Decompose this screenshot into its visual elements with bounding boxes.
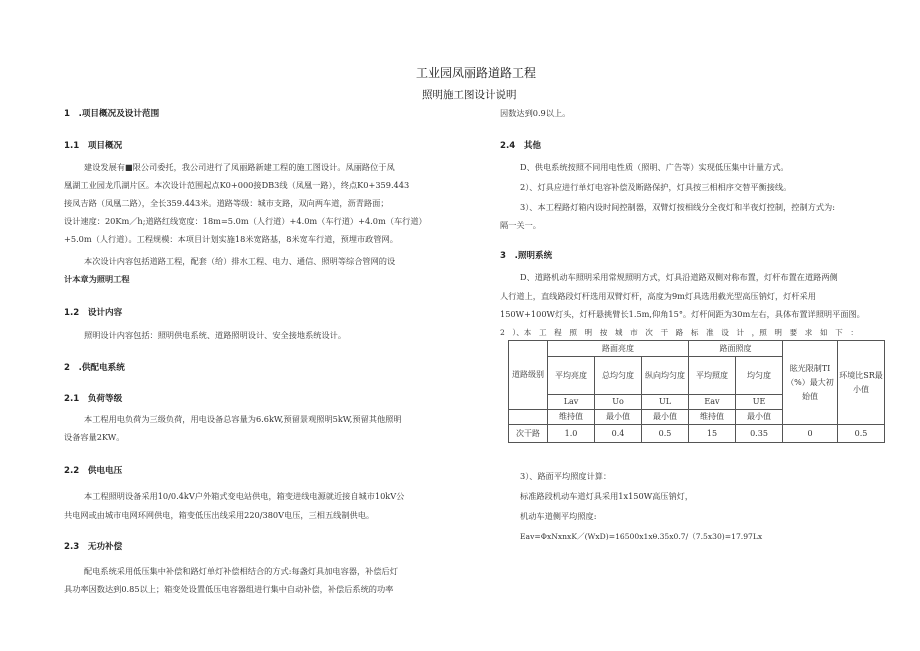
row-illuminance-uniformity: 0.35 [736,425,783,443]
paragraph-continued: 因数达到0.9以上。 [500,108,571,118]
empty-cell [509,410,548,425]
header-glare-limit: 眩光限制TI（%）最大初始值 [783,341,838,425]
header-surface-illuminance: 路面照度 [689,341,783,357]
illuminance-formula: Eav=ΦxNxnxK／(WxD)=16500x1xθ.35x0.7/（7.5x30)=17.97Lx [520,532,763,541]
header-environment-ratio: 环境比SR最小值 [838,341,885,425]
label-min-value: 最小值 [736,410,783,425]
symbol-eav: Eav [689,395,736,410]
paragraph-1-1-line-4: 设计速度：20Km／h;道路红线宽度：18m=5.0m（人行道）+4.0m（车行道）+4.0m（车行道） [64,216,427,226]
paragraph-2-3-line-2: 具功率因数达到0.85以上；箱变处设置低压电容器组进行集中自动补偿，补偿后系统的功率 [64,584,394,594]
header-illuminance-uniformity: 均匀度 [736,357,783,395]
symbol-ul: UL [642,395,689,410]
symbol-ue: UE [736,395,783,410]
paragraph-1-1-line-3: 接凤吉路（凤凰二路），全长359.443米。道路等级：城市支路，双向两车道，沥青路面； [64,198,389,208]
section-2-heading: 2 .供配电系统 [64,363,125,373]
paragraph-1-1-line-5: +5.0m（人行道）。工程规模：本项目计划实施18米宽路基，8米宽车行道，预埋市政管网。 [64,234,398,244]
symbol-uo: Uo [595,395,642,410]
header-average-luminance: 平均亮度 [548,357,595,395]
section-1-heading: 1 .项目概况及设计范围 [64,109,160,119]
paragraph-3-line-3: 150W+100W灯头，灯杆悬挑臂长1.5m,仰角15°。灯杆间距为30m左右，具体布置详照明平面图。 [500,309,865,319]
section-1-1-heading: 1.1 项目概况 [64,141,123,151]
label-min-value: 最小值 [595,410,642,425]
label-maintained-value: 维持值 [689,410,736,425]
paragraph-2-3-line-1: 配电系统采用低压集中补偿和路灯单灯补偿相结合的方式:每盏灯具加电容器，补偿后灯 [84,566,398,576]
row-average-illuminance: 15 [689,425,736,443]
lighting-requirements-table [508,340,885,443]
section-2-4-heading: 2.4 其他 [500,141,542,151]
paragraph-3-line-1: D、道路机动车照明采用常规照明方式，灯具沿道路双侧对称布置，灯杆布置在道路两侧 [520,272,838,282]
header-longitudinal-uniformity: 纵向均匀度 [642,357,689,395]
section-2-1-heading: 2.1 负荷等级 [64,394,123,404]
row-overall-uniformity: 0.4 [595,425,642,443]
paragraph-1-2: 照明设计内容包括：照明供电系统、道路照明设计、安全接地系统设计。 [84,330,347,340]
paragraph-3b-line-1: 3）、路面平均照度计算： [520,471,612,481]
symbol-lav: Lav [548,395,595,410]
document-title: 工业园凤丽路道路工程 [416,66,537,80]
paragraph-1-1b-line-1: 本次设计内容包括道路工程，配套（给）排水工程、电力、通信、照明等综合管网的设 [84,256,396,266]
paragraph-2-4-line-4: 隔一关一。 [500,220,541,230]
paragraph-2-1-line-2: 设备容量2KW。 [64,432,125,442]
row-road-class: 次干路 [509,425,548,443]
paragraph-3b-line-2: 标准路段机动车道灯具采用1x150W高压钠灯， [520,491,694,501]
paragraph-2-4-line-2: 2）、灯具应进行单灯电容补偿及断路保护，灯具按三相相序交替平衡接线。 [520,182,792,192]
section-2-2-heading: 2.2 供电电压 [64,466,123,476]
section-1-2-heading: 1.2 设计内容 [64,308,123,318]
document-subtitle: 照明施工图设计说明 [422,89,517,101]
label-min-value: 最小值 [642,410,689,425]
section-3-heading: 3 .照明系统 [500,251,553,261]
paragraph-3-line-2: 人行道上，直线路段灯杆选用双臂灯杆，高度为9m灯具选用截光型高压钠灯，灯杆采用 [500,291,816,301]
paragraph-3-line-4: 2 ）、本 工 程 照 明 按 城 市 次 干 路 标 准 设 计 ，照 明 要 求 如 下 ： [500,328,858,337]
paragraph-1-1-line-2: 凰湖工业园龙爪湖片区。本次设计范围起点K0+000接DB3线（凤凰一路），终点K0+359.443 [64,180,410,190]
row-glare-limit: 0 [783,425,838,443]
header-overall-uniformity: 总均匀度 [595,357,642,395]
paragraph-3b-line-3: 机动车道侧平均照度: [520,511,597,521]
paragraph-1-1-line-1: 建设发展有■限公司委托，我公司进行了凤丽路新建工程的施工图设计。凤丽路位于凤 [84,162,395,172]
paragraph-2-2-line-2: 共电网或由城市电网环网供电，箱变低压出线采用220/380V电压，三相五线制供电。 [64,510,375,520]
row-environment-ratio: 0.5 [838,425,885,443]
row-longitudinal-uniformity: 0.5 [642,425,689,443]
row-average-luminance: 1.0 [548,425,595,443]
label-maintained-value: 维持值 [548,410,595,425]
section-2-3-heading: 2.3 无功补偿 [64,542,123,552]
header-surface-luminance: 路面亮度 [548,341,689,357]
header-average-illuminance: 平均照度 [689,357,736,395]
paragraph-1-1b-line-2: 计本章为照明工程 [64,274,130,284]
paragraph-2-4-line-3: 3）、本工程路灯箱内设时间控制器，双臂灯按相线分全夜灯和半夜灯控制，控制方式为: [520,202,835,212]
paragraph-2-1-line-1: 本工程用电负荷为三级负荷，用电设备总容量为6.6kW,预留景观照明5kW,预留其他照明 [84,414,402,424]
header-road-class: 道路级别 [509,341,548,410]
paragraph-2-2-line-1: 本工程照明设备采用10/0.4kV户外箱式变电站供电，箱变进线电源就近接自城市10kV公 [84,491,405,501]
paragraph-2-4-line-1: D、供电系统按照不同用电性质（照明、广告等）实现低压集中计量方式。 [520,162,789,172]
